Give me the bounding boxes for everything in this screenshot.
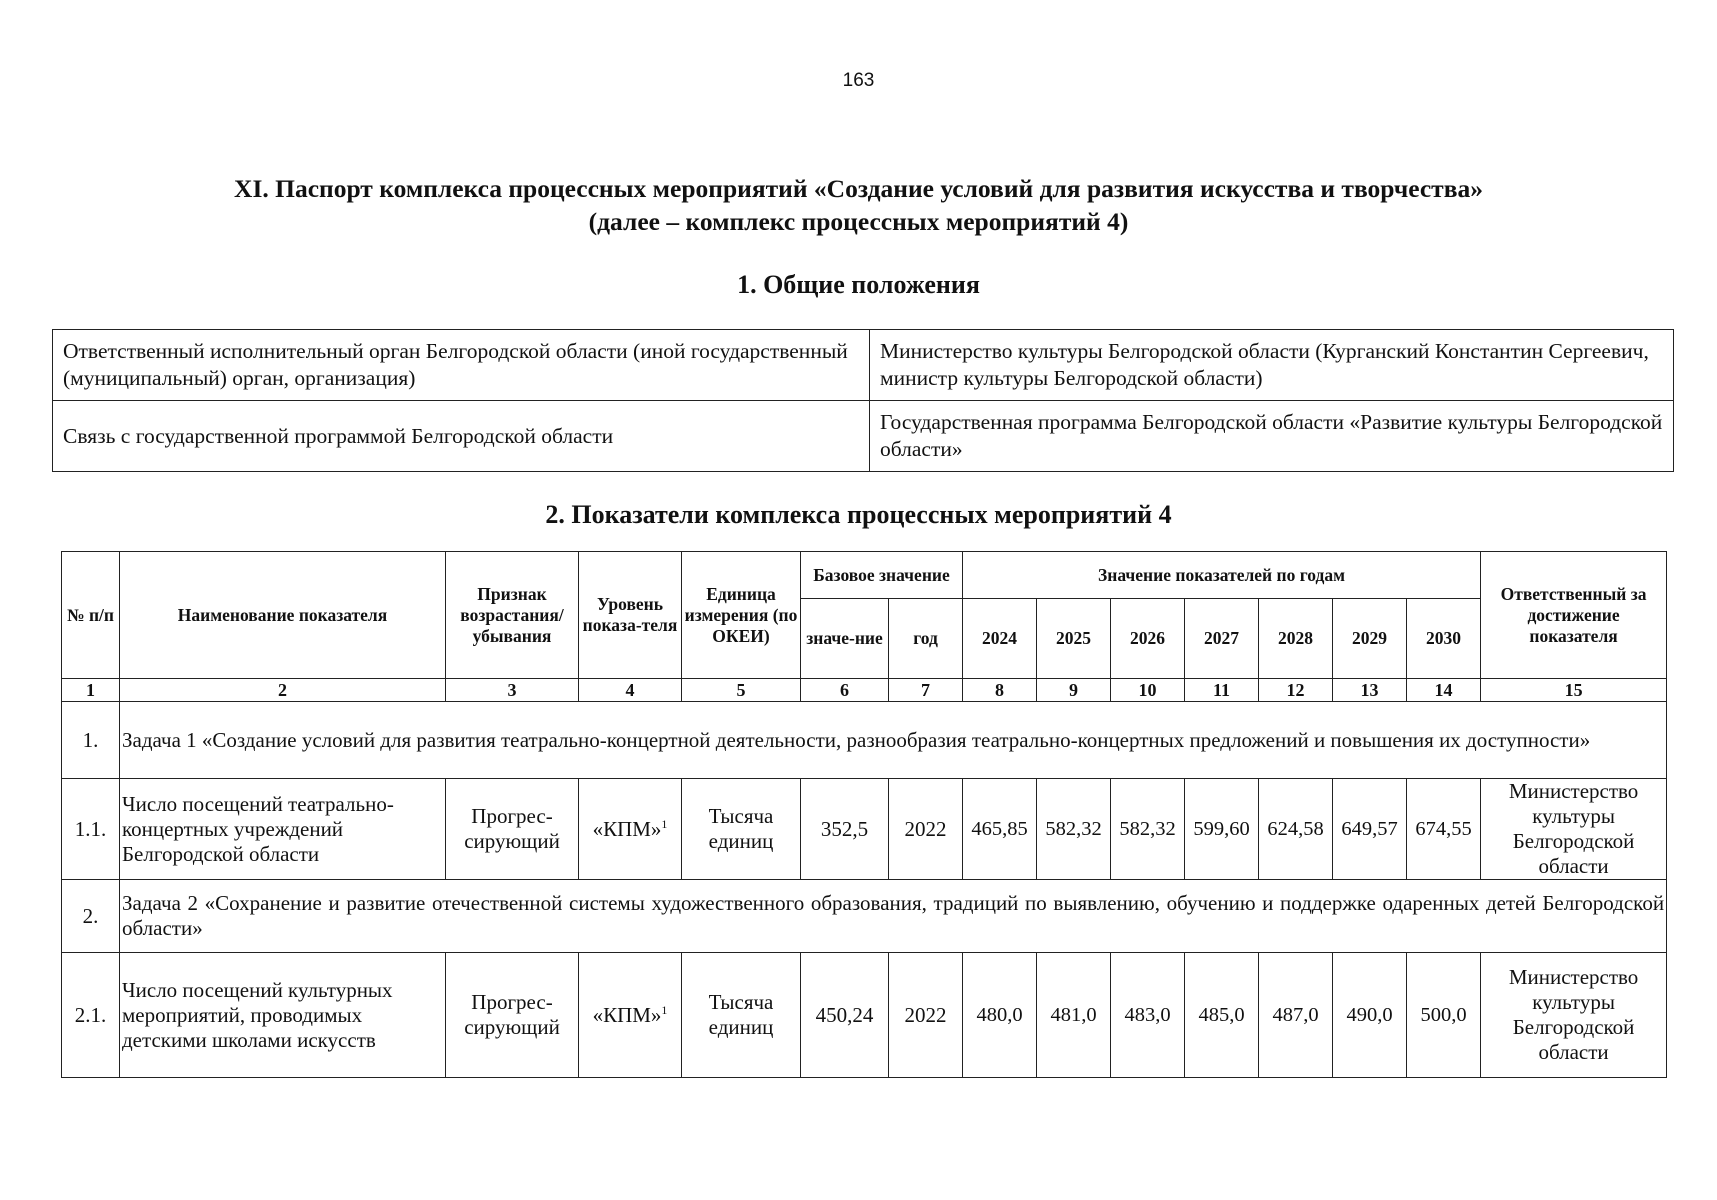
- indicator-unit: Тысяча единиц: [682, 779, 801, 880]
- header-years-group: Значение показателей по годам: [963, 552, 1481, 599]
- section-1-heading: 1. Общие положения: [737, 270, 980, 299]
- header-sign: Признак возрастания/ убывания: [446, 552, 579, 679]
- indicator-base-year: 2022: [889, 779, 963, 880]
- indicator-name: Число посещений театрально-концертных учреждений Белгородской области: [120, 779, 446, 880]
- indicator-level: [579, 953, 682, 1078]
- indicator-level-text: «КПМ»: [592, 1002, 662, 1027]
- column-number: 10: [1111, 679, 1185, 702]
- header-num: № п/п: [62, 552, 120, 679]
- indicator-unit: Тысяча единиц: [682, 953, 801, 1078]
- page-number: 163: [842, 70, 875, 91]
- indicator-level-text: «КПМ»: [592, 816, 662, 841]
- indicator-base-value: 352,5: [801, 779, 889, 880]
- indicator-year-value: 582,32: [1037, 779, 1111, 880]
- column-number: 11: [1185, 679, 1259, 702]
- task-row: [62, 880, 1667, 953]
- indicator-level: [579, 779, 682, 880]
- indicator-year-value: 500,0: [1407, 953, 1481, 1078]
- table-row: [53, 330, 1674, 401]
- header-base: Базовое значение: [801, 552, 963, 599]
- indicator-year-value: 624,58: [1259, 779, 1333, 880]
- header-year: 2025: [1037, 599, 1111, 679]
- column-numbers-row: [62, 679, 1667, 702]
- column-number: 4: [579, 679, 682, 702]
- indicator-year-value: 481,0: [1037, 953, 1111, 1078]
- indicator-row: [62, 779, 1667, 880]
- program-link-value: Государственная программа Белгородской области «Развитие культуры Белгородской области»: [870, 401, 1674, 472]
- header-base-year: год: [889, 599, 963, 679]
- column-number: 8: [963, 679, 1037, 702]
- footnote-mark: 1: [661, 816, 668, 831]
- task-row: [62, 702, 1667, 779]
- indicator-year-value: 490,0: [1333, 953, 1407, 1078]
- column-number: 6: [801, 679, 889, 702]
- column-number: 12: [1259, 679, 1333, 702]
- header-year: 2024: [963, 599, 1037, 679]
- indicator-year-value: 465,85: [963, 779, 1037, 880]
- indicator-responsible: Министерство культуры Белгородской области: [1481, 779, 1667, 880]
- indicator-year-value: 649,57: [1333, 779, 1407, 880]
- task-num: 2.: [62, 880, 120, 953]
- column-number: 2: [120, 679, 446, 702]
- indicator-year-value: 582,32: [1111, 779, 1185, 880]
- header-row-1: [62, 552, 1667, 599]
- title-line-2: (далее – комплекс процессных мероприятий 4): [588, 207, 1129, 236]
- header-unit: Единица измерения (по ОКЕИ): [682, 552, 801, 679]
- header-year: 2026: [1111, 599, 1185, 679]
- section-2-heading: 2. Показатели комплекса процессных мероприятий 4: [545, 500, 1172, 529]
- indicators-table: [61, 551, 1667, 1078]
- indicator-base-year: 2022: [889, 953, 963, 1078]
- document-title: [0, 172, 1717, 238]
- header-name: Наименование показателя: [120, 552, 446, 679]
- indicator-sign: Прогрес-сирующий: [446, 953, 579, 1078]
- task-num: 1.: [62, 702, 120, 779]
- title-line-1: XI. Паспорт комплекса процессных мероприятий «Создание условий для развития искусства и творчества»: [234, 174, 1483, 203]
- column-number: 13: [1333, 679, 1407, 702]
- column-number: 9: [1037, 679, 1111, 702]
- header-year: 2028: [1259, 599, 1333, 679]
- header-level: Уровень показа-теля: [579, 552, 682, 679]
- header-year: 2027: [1185, 599, 1259, 679]
- indicator-num: 2.1.: [62, 953, 120, 1078]
- indicator-year-value: 485,0: [1185, 953, 1259, 1078]
- responsible-body-label: Ответственный исполнительный орган Белгородской области (иной государственный (муниципальный) орган, организация): [53, 330, 870, 401]
- column-number: 15: [1481, 679, 1667, 702]
- indicator-year-value: 480,0: [963, 953, 1037, 1078]
- footnote-mark: 1: [661, 1002, 668, 1017]
- column-number: 1: [62, 679, 120, 702]
- column-number: 7: [889, 679, 963, 702]
- column-number: 3: [446, 679, 579, 702]
- indicator-row: [62, 953, 1667, 1078]
- responsible-body-value: Министерство культуры Белгородской области (Курганский Константин Сергеевич, министр культуры Белгородской области): [870, 330, 1674, 401]
- column-number: 14: [1407, 679, 1481, 702]
- program-link-label: Связь с государственной программой Белгородской области: [53, 401, 870, 472]
- task-text: Задача 1 «Создание условий для развития театрально-концертной деятельности, разнообразия театрально-концертных предложений и повышения их доступности»: [120, 702, 1667, 779]
- column-number: 5: [682, 679, 801, 702]
- header-responsible: Ответственный за достижение показателя: [1481, 552, 1667, 679]
- indicator-num: 1.1.: [62, 779, 120, 880]
- indicator-year-value: 483,0: [1111, 953, 1185, 1078]
- header-year: 2030: [1407, 599, 1481, 679]
- task-text: Задача 2 «Сохранение и развитие отечественной системы художественного образования, традиций по выявлению, обучению и поддержке одаренных детей Белгородской области»: [120, 880, 1667, 953]
- indicator-year-value: 599,60: [1185, 779, 1259, 880]
- indicator-sign: Прогрес-сирующий: [446, 779, 579, 880]
- general-provisions-table: [52, 329, 1674, 472]
- indicator-year-value: 674,55: [1407, 779, 1481, 880]
- indicator-responsible: Министерство культуры Белгородской области: [1481, 953, 1667, 1078]
- header-year: 2029: [1333, 599, 1407, 679]
- indicator-name: Число посещений культурных мероприятий, проводимых детскими школами искусств: [120, 953, 446, 1078]
- indicator-base-value: 450,24: [801, 953, 889, 1078]
- header-base-value: значе-ние: [801, 599, 889, 679]
- indicator-year-value: 487,0: [1259, 953, 1333, 1078]
- table-row: [53, 401, 1674, 472]
